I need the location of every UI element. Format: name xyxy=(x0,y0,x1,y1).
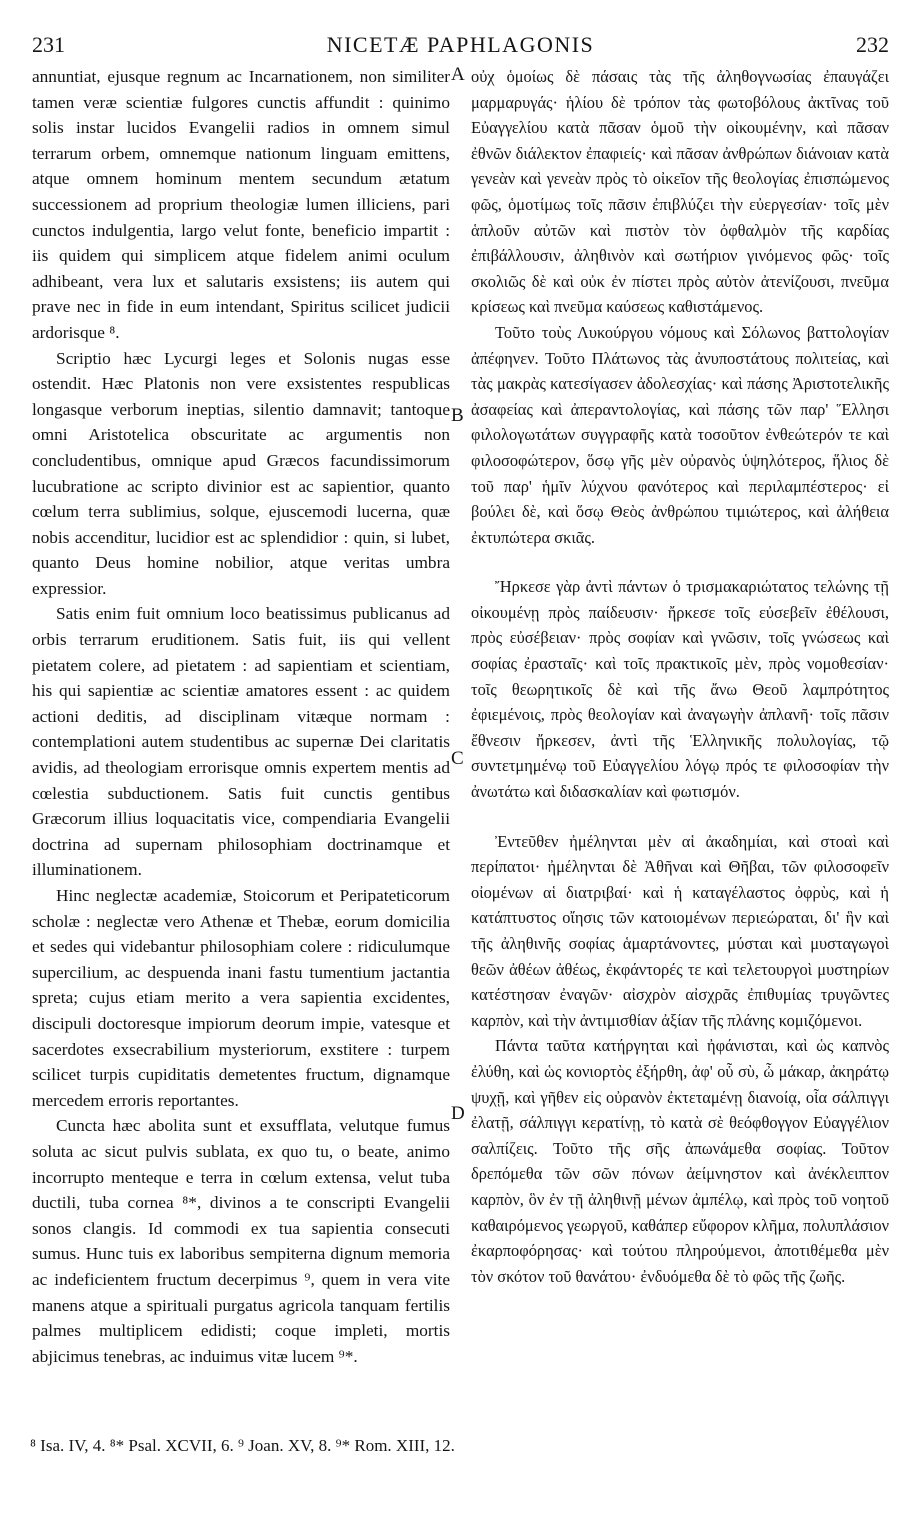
latin-column xyxy=(32,64,450,1369)
footnotes: ⁸ Isa. IV, 4. ⁸* Psal. XCVII, 6. ⁹ Joan. XV, 8. ⁹* Rom. XIII, 12. xyxy=(30,1436,455,1455)
greek-paragraph: Ἤρκεσε γὰρ ἀντὶ πάντων ὁ τρισμακαριώτατος τελώνης τῇ οἰκουμένῃ πρὸς παίδευσιν· ἤρκεσε τοῖς εὐσεβεῖν ἐθέλουσι, πρὸς εὐσέβειαν· πρὸς σοφίαν καὶ γνῶσιν, τοῖς γνώσεως καὶ σοφίας ἐρασταῖς· καὶ τοῖς πρακτικοῖς μὲν, πρὸς νομοθεσίαν· τοῖς θεωρητικοῖς δὲ καὶ τῆς ἄνω Θεοῦ λαμπρότητος ἐφιεμένοις, πρὸς θεολογίαν καὶ ἀναγωγὴν ἀπλανῆ· τοῖς πᾶσιν ἔθνεσιν ἤρκεσεν, ἀντὶ τῆς Ἑλληνικῆς πολυλογίας, τῷ συντετμημένῳ τοῦ Εὐαγγελίου λόγῳ πρός τε φιλοσοφίαν τὴν ἀνωτάτω καὶ διδασκαλίαν καὶ φωτισμόν. xyxy=(471,577,889,802)
section-marker-d: D xyxy=(451,1103,465,1124)
greek-paragraph: οὐχ ὁμοίως δὲ πάσαις τὰς τῆς ἀληθογνωσίας ἐπαυγάζει μαρμαρυγάς· ἡλίου δὲ τρόπον τὰς φωτοβόλους ἀκτῖνας τοῦ Εὐαγγελίου κατὰ πᾶσαν ὁμοῦ τὴν οἰκουμένην, καὶ πᾶσαν ἐθνῶν διάλεκτον ἐπαφιείς· καὶ πᾶσαν ἀνθρώπων διάνοιαν κατὰ γενεὰν καὶ γενεὰν πρὸς τὸ οἰκεῖον τῆς θεολογίας ἐπισπώμενος φῶς, ὁμοτίμως τοῖς πᾶσιν ἐπιβλύζει τὴν εὐεργεσίαν· τοῖς μὲν ἁπλοῦν αὐτῶν καὶ πιστὸν τὸν ὀφθαλμὸν τῆς καρδίας ἐπιβάλλουσιν, ἀληθινὸν καὶ σωτήριον γινόμενος φῶς· τοῖς σκολιῶς δὲ καὶ οὐκ ἐν πίστει πρὸς αὐτὸν ἀτενίζουσι, πνεῦμα κρίσεως καὶ πνεῦμα καύσεως καθιστάμενος. xyxy=(471,67,889,317)
page-number-right: 232 xyxy=(856,32,889,57)
latin-paragraph: annuntiat, ejusque regnum ac Incarnationem, non similiter tamen veræ scientiæ fulgores cunctis affundit : quinimo solis instar lucidos Evangelii radios in omnem simul terrarum orbem, omnemque nationum linguam emittens, atque omnem hominum mentem secundum ætatum successionem ad proprium theologiæ lumen illiciens, pari cunctos indulgentia, largo velut fonte, beneficio impartit : iis quidem qui simplicem atque fidelem animi oculum adhibeant, vera lux et salutaris exsistens; iis autem qui prave nec in fide in eum intendant, Spiritus scilicet judicii ardorisque ⁸. xyxy=(32,67,450,342)
running-title: NICETÆ PAPHLAGONIS xyxy=(326,32,595,57)
greek-paragraph: Πάντα ταῦτα κατήργηται καὶ ἠφάνισται, καὶ ὡς καπνὸς ἐλύθη, καὶ ὡς κονιορτὸς ἐξήρθη, ἀφ' οὗ σὺ, ὦ μάκαρ, ἀκηράτῳ ψυχῇ, καὶ γῆθεν εἰς οὐρανὸν ἐκτεταμένῃ διανοίᾳ, οἷα σάλπιγγι ἐλατῇ, σάλπιγγι κερατίνῃ, τὸ κατὰ σὲ θεόφθογγον Εὐαγγέλιον σαλπίζεις. Τοῦτο τῆς σῆς ἀπωνάμεθα σοφίας. Τοῦτον δρεπόμεθα τῶν σῶν πόνων ἀείμνηστον καὶ ἀνέκλειπτον καρπὸν, ὃν ἐν τῇ ἀληθινῇ μένων ἀμπέλῳ, καὶ πρὸς τοῦ νοητοῦ καθαιρόμενος γεωργοῦ, καθάπερ εὔφορον κλῆμα, πολυπλάσιον ἐκαρποφόρησας· καὶ τούτου πληρούμενοι, ἀποτιθέμεθα μὲν τὸν σκότον τοῦ θανάτου· ἐνδυόμεθα δὲ τὸ φῶς τῆς ζωῆς. xyxy=(471,1036,889,1286)
greek-paragraph: Τοῦτο τοὺς Λυκούργου νόμους καὶ Σόλωνος βαττολογίαν ἀπέφηνεν. Τοῦτο Πλάτωνος τὰς ἀνυποστάτους πολιτείας, καὶ τὰς μακρὰς κατεσίγασεν ἀδολεσχίας· καὶ πάσης Ἀριστοτελικῆς ἀσαφείας καὶ ἀπεραντολογίας, καὶ πάσης τῶν παρ' Ἕλλησι φιλολογωτάτων συγγραφῆς κατὰ τοσοῦτον ἐνθεώτερόν τε καὶ φιλοσοφώτερον, ὅσῳ γῆς μὲν οὐρανὸς ὑψηλότερος, ἥλιος δὲ τοῦ παρ' ἡμῖν λύχνου φανότερος καὶ περιλαμπέστερος· εἰ βούλει δὲ, καὶ ὅσῳ Θεὸς ἀνθρώπου τιμιώτερος, καὶ ἀλήθεια ἐκτυπώτερα σκιᾶς. xyxy=(471,322,889,547)
page-number-left: 231 xyxy=(32,32,65,57)
latin-paragraph: Cuncta hæc abolita sunt et exsufflata, velutque fumus soluta ac sicut pulvis sublata, ex quo tu, o beate, animo incorrupto menteque e terra in cœlum extensa, velut tuba ductili, tuba cornea ⁸*, divinos a te conscripti Evangelii sonos clangis. Id commodi ex tua sapientia consecuti sumus. Hunc tuis ex laboribus sempiterna dignum memoria ac indeficientem fructum decerpimus ⁹, quem in vera vite manens atque a spirituali purgatus agricola tanquam fertilis palmes multiplicem edidisti; coque impleti, mortis abjicimus tenebras, ac induimus vitæ lucem ⁹*. xyxy=(32,1116,450,1366)
latin-paragraph: Scriptio hæc Lycurgi leges et Solonis nugas esse ostendit. Hæc Platonis non vere exsistentes respublicas longasque verborum ineptias, silentio damnavit; tantoque omni Aristotelica obscuritate ac argumentis non concludentibus, omnique apud Græcos facundissimorum lucubratione ac scripto divinior est ac sapientior, quanto cœlum terra sublimius, solque, ejuscemodi lucerna, quæ nobis accenditur, lucidior est ac splendidior : quin, si lubet, quanto Deus homine nobilior, atque veritas umbra expressior. xyxy=(32,348,450,598)
latin-paragraph: Hinc neglectæ academiæ, Stoicorum et Peripateticorum scholæ : neglectæ vero Athenæ et Thebæ, eorum domicilia et sedes qui videbantur philosophiam colere : ridiculumque supercilium, ac despuenda inani fastu tumentium jactantia spreta; cujus etiam merito a vera sapientia excidentes, discipuli doctoresque impiorum deorum impie, vatesque et sacerdotes exsecrabilium mysteriorum, exstitere : turpem scilicet turpis cupiditatis demetentes fructum, dignamque mercedem erroris reportantes. xyxy=(32,886,450,1110)
section-marker-a: A xyxy=(451,64,465,85)
greek-column xyxy=(471,64,889,1289)
section-marker-b: B xyxy=(451,405,464,426)
running-header xyxy=(28,32,893,66)
greek-paragraph: Ἐντεῦθεν ἠμέληνται μὲν αἱ ἀκαδημίαι, καὶ στοαὶ καὶ περίπατοι· ἠμέληνται δὲ Ἀθῆναι καὶ Θῆβαι, τῶν φιλοσοφεῖν οἰομένων αἱ διατριβαί· καὶ ἡ καταγέλαστος ὀφρὺς, καὶ ἡ κατάπτυστος οἴησις τῶν κατοιομένων περιεώραται, δι' ἣν καὶ τῆς ἀληθινῆς σοφίας ἁμαρτάνοντες, μύσται καὶ μυσταγωγοὶ θεῶν ἀθέων ἀθέως, ἐκφάντορές τε καὶ τελετουργοὶ μυστηρίων κατέστησαν ἐναγῶν· αἰσχρὸν αἰσχρᾶς ἐπιθυμίας τρυγῶντες καρπὸν, καὶ τὴν ἀντιμισθίαν ἀξίαν τῆς πλάνης κομιζόμενοι. xyxy=(471,831,889,1030)
section-marker-c: C xyxy=(451,748,464,769)
latin-paragraph: Satis enim fuit omnium loco beatissimus publicanus ad orbis terrarum eruditionem. Satis fuit, iis qui vellent pietatem colere, ad pietatem : ad sapientiam et scientiam, his qui sapientiæ ac scientiæ amatores essent : ac quidem actioni deditis, ad disciplinam vitæque normam : contemplationi autem studentibus ac supernæ Dei claritatis avidis, ad theologiam errorisque omnis expertem mentis ad cœlestia subductionem. Satis fuit cunctis gentibus Græcorum illius loquacitatis vice, compendiaria Evangelii doctrina ad supernam philosophiam doctrinamque et illuminationem. xyxy=(32,604,450,880)
